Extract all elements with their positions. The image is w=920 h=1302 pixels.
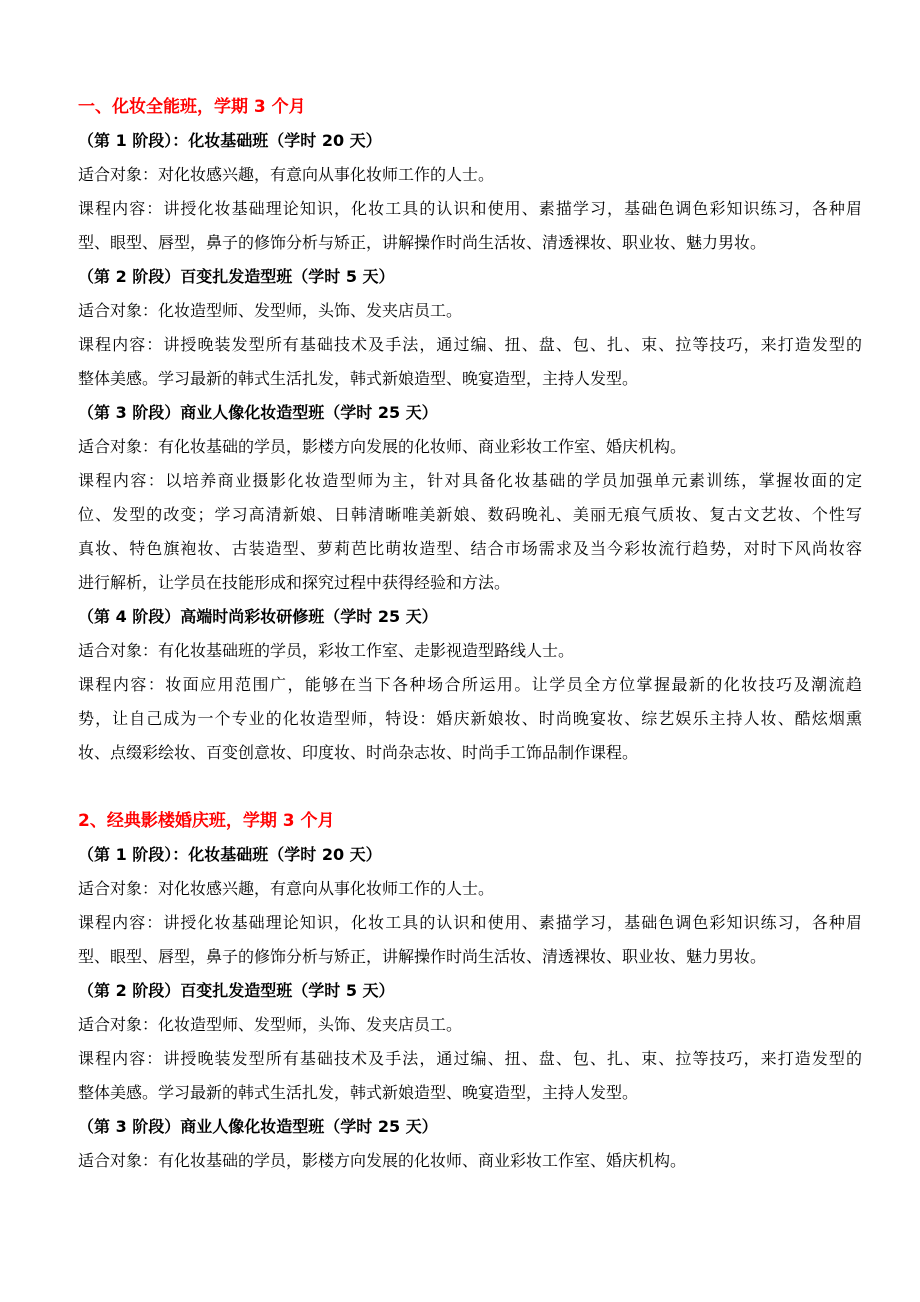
content-line: 课程内容：讲授晚装发型所有基础技术及手法，通过编、扭、盘、包、扎、束、拉等技巧，来打造发型的: [78, 335, 862, 354]
stage-heading: （第 2 阶段）百变扎发造型班（学时 5 天）: [78, 981, 395, 1000]
section-spacer: [78, 770, 862, 804]
audience-text: 适合对象：有化妆基础班的学员，彩妆工作室、走影视造型路线人士。: [78, 641, 575, 660]
content-line: 真妆、特色旗袍妆、古装造型、萝莉芭比萌妆造型、结合市场需求及当今彩妆流行趋势，对时下风尚妆容: [78, 539, 862, 558]
stage-heading: （第 3 阶段）商业人像化妆造型班（学时 25 天）: [78, 1117, 438, 1136]
content-line: 整体美感。学习最新的韩式生活扎发，韩式新娘造型、晚宴造型，主持人发型。: [78, 1083, 639, 1102]
content-line: 课程内容：妆面应用范围广，能够在当下各种场合所运用。让学员全方位掌握最新的化妆技巧及潮流趋: [78, 675, 862, 694]
audience-text: 适合对象：化妆造型师、发型师，头饰、发夹店员工。: [78, 1015, 463, 1034]
content-line: 妆、点缀彩绘妆、百变创意妆、印度妆、时尚杂志妆、时尚手工饰品制作课程。: [78, 743, 639, 762]
section-title: 2、经典影楼婚庆班，学期 3 个月: [78, 811, 335, 831]
audience-text: 适合对象：有化妆基础的学员，影楼方向发展的化妆师、商业彩妆工作室、婚庆机构。: [78, 1151, 687, 1170]
stage-heading: （第 3 阶段）商业人像化妆造型班（学时 25 天）: [78, 403, 438, 422]
audience-text: 适合对象：化妆造型师、发型师，头饰、发夹店员工。: [78, 301, 463, 320]
stage-heading: （第 1 阶段）：化妆基础班（学时 20 天）: [78, 131, 382, 150]
audience-text: 适合对象：对化妆感兴趣，有意向从事化妆师工作的人士。: [78, 879, 495, 898]
stage-heading: （第 1 阶段）：化妆基础班（学时 20 天）: [78, 845, 382, 864]
content-line: 整体美感。学习最新的韩式生活扎发，韩式新娘造型、晚宴造型，主持人发型。: [78, 369, 639, 388]
content-line: 课程内容：讲授晚装发型所有基础技术及手法，通过编、扭、盘、包、扎、束、拉等技巧，来打造发型的: [78, 1049, 862, 1068]
stage-heading: （第 4 阶段）高端时尚彩妆研修班（学时 25 天）: [78, 607, 438, 626]
content-line: 进行解析，让学员在技能形成和探究过程中获得经验和方法。: [78, 573, 511, 592]
content-line: 课程内容：讲授化妆基础理论知识，化妆工具的认识和使用、素描学习，基础色调色彩知识练习，各种眉: [78, 913, 862, 932]
document-body: [78, 90, 862, 1178]
stage-heading: （第 2 阶段）百变扎发造型班（学时 5 天）: [78, 267, 395, 286]
content-line: 型、眼型、唇型，鼻子的修饰分析与矫正，讲解操作时尚生活妆、清透裸妆、职业妆、魅力男妆。: [78, 233, 767, 252]
content-line: 课程内容：以培养商业摄影化妆造型师为主，针对具备化妆基础的学员加强单元素训练，掌握妆面的定: [78, 471, 862, 490]
audience-text: 适合对象：对化妆感兴趣，有意向从事化妆师工作的人士。: [78, 165, 495, 184]
content-line: 位、发型的改变；学习高清新娘、日韩清晰唯美新娘、数码晚礼、美丽无痕气质妆、复古文艺妆、个性写: [78, 505, 862, 524]
content-line: 课程内容：讲授化妆基础理论知识，化妆工具的认识和使用、素描学习，基础色调色彩知识练习，各种眉: [78, 199, 862, 218]
content-line: 势，让自己成为一个专业的化妆造型师，特设：婚庆新娘妆、时尚晚宴妆、综艺娱乐主持人妆、酷炫烟熏: [78, 709, 862, 728]
section-title: 一、化妆全能班，学期 3 个月: [78, 97, 306, 117]
content-line: 型、眼型、唇型，鼻子的修饰分析与矫正，讲解操作时尚生活妆、清透裸妆、职业妆、魅力男妆。: [78, 947, 767, 966]
audience-text: 适合对象：有化妆基础的学员，影楼方向发展的化妆师、商业彩妆工作室、婚庆机构。: [78, 437, 687, 456]
